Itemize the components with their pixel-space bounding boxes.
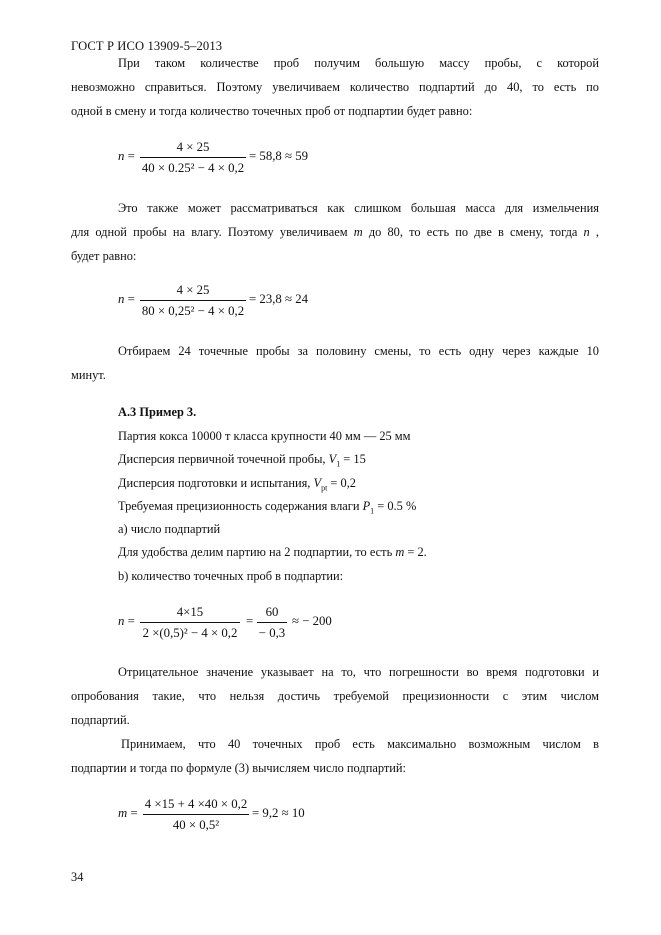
text-span: Требуемая прецизионность содержания влаги — [118, 499, 363, 513]
equation-fraction — [140, 603, 240, 642]
text-span: , — [589, 225, 600, 239]
paragraph-line: При таком количестве проб получим большую массу пробы, с которой — [118, 56, 599, 70]
fraction-denominator: 40 × 0.25² − 4 × 0,2 — [141, 161, 245, 175]
paragraph-line: одной в смену и тогда количество точечных проб от подпартии будет равно: — [71, 104, 473, 118]
list-item: Партия кокса 10000 т класса крупности 40 мм — 25 мм — [118, 429, 411, 443]
equation-rhs: = 58,8 ≈ 59 — [249, 149, 309, 163]
paragraph-line: подпартии и тогда по формуле (3) вычисляем число подпартий: — [71, 761, 406, 775]
text-span: для одной пробы на влагу. Поэтому увеличиваем — [71, 225, 354, 239]
fraction-denominator: − 0,3 — [258, 626, 286, 640]
text-span: Для удобства делим партию на 2 подпартии, то есть — [118, 545, 396, 559]
equation-equals: = — [246, 614, 254, 628]
equation-lhs: n = — [118, 614, 135, 628]
fraction-bar — [140, 157, 246, 158]
fraction-bar — [257, 622, 287, 623]
paragraph-line: невозможно справиться. Поэтому увеличиваем количество подпартий до 40, то есть по — [71, 80, 599, 94]
fraction-denominator: 40 × 0,5² — [172, 818, 220, 832]
example-title: А.3 Пример 3. — [118, 405, 197, 419]
text-span: Дисперсия подготовки и испытания, — [118, 476, 314, 490]
paragraph-line: минут. — [71, 368, 106, 382]
subscript: 1 — [336, 459, 341, 469]
paragraph-line: Принимаем, что 40 точечных проб есть максимально возможным числом в — [121, 737, 599, 751]
paragraph-line: Это также может рассматриваться как слишком большая масса для измельчения — [118, 201, 599, 215]
paragraph-line: Отбираем 24 точечные пробы за половину смены, то есть одну через каждые 10 — [118, 344, 599, 358]
paragraph-line: Отрицательное значение указывает на то, что погрешности во время подготовки и — [118, 665, 599, 679]
fraction-bar — [143, 814, 249, 815]
fraction-bar — [140, 622, 240, 623]
fraction-denominator: 2 ×(0,5)² − 4 × 0,2 — [142, 626, 238, 640]
equation-fraction — [140, 138, 246, 177]
text-span: до 80, то есть по две в смену, тогда — [362, 225, 584, 239]
equation-lhs: n = — [118, 292, 135, 306]
equation-fraction-result — [257, 603, 287, 642]
text-span: = 0,2 — [327, 476, 356, 490]
equation-rhs: = 23,8 ≈ 24 — [249, 292, 309, 306]
equation-lhs: m = — [118, 806, 138, 820]
fraction-denominator: 80 × 0,25² − 4 × 0,2 — [141, 304, 245, 318]
list-item — [118, 541, 427, 563]
variable: m — [353, 225, 363, 239]
equation-fraction — [143, 795, 249, 834]
variable: V — [328, 452, 337, 466]
text-span: = 15 — [340, 452, 366, 466]
subscript: 1 — [370, 506, 375, 516]
fraction-numerator: 4 ×15 + 4 ×40 × 0,2 — [144, 797, 248, 811]
fraction-bar — [140, 300, 246, 301]
paragraph-line: опробования такие, что нельзя достичь требуемой прецизионности с этим числом — [71, 689, 599, 703]
fraction-numerator: 60 — [265, 605, 279, 619]
paragraph-line: будет равно: — [71, 249, 137, 263]
document-header: ГОСТ Р ИСО 13909-5–2013 — [71, 39, 223, 53]
equation-rhs: ≈ − 200 — [292, 614, 332, 628]
equation-rhs: = 9,2 ≈ 10 — [252, 806, 305, 820]
equation-fraction — [140, 281, 246, 320]
list-item: а) число подпартий — [118, 522, 221, 536]
variable: m — [395, 545, 405, 559]
text-span: = 0.5 % — [374, 499, 417, 513]
text-span: Дисперсия первичной точечной пробы, — [118, 452, 329, 466]
variable: n — [583, 225, 590, 239]
list-item: b) количество точечных проб в подпартии: — [118, 569, 344, 583]
variable: P — [362, 499, 371, 513]
fraction-numerator: 4 × 25 — [176, 140, 210, 154]
paragraph-line: подпартий. — [71, 713, 130, 727]
equation-lhs: n = — [118, 149, 135, 163]
fraction-numerator: 4 × 25 — [176, 283, 210, 297]
paragraph-line — [71, 221, 599, 243]
text-span: = 2. — [404, 545, 427, 559]
subscript: pt — [321, 483, 328, 493]
variable: V — [313, 476, 322, 490]
page-number: 34 — [71, 870, 84, 884]
fraction-numerator: 4×15 — [176, 605, 204, 619]
